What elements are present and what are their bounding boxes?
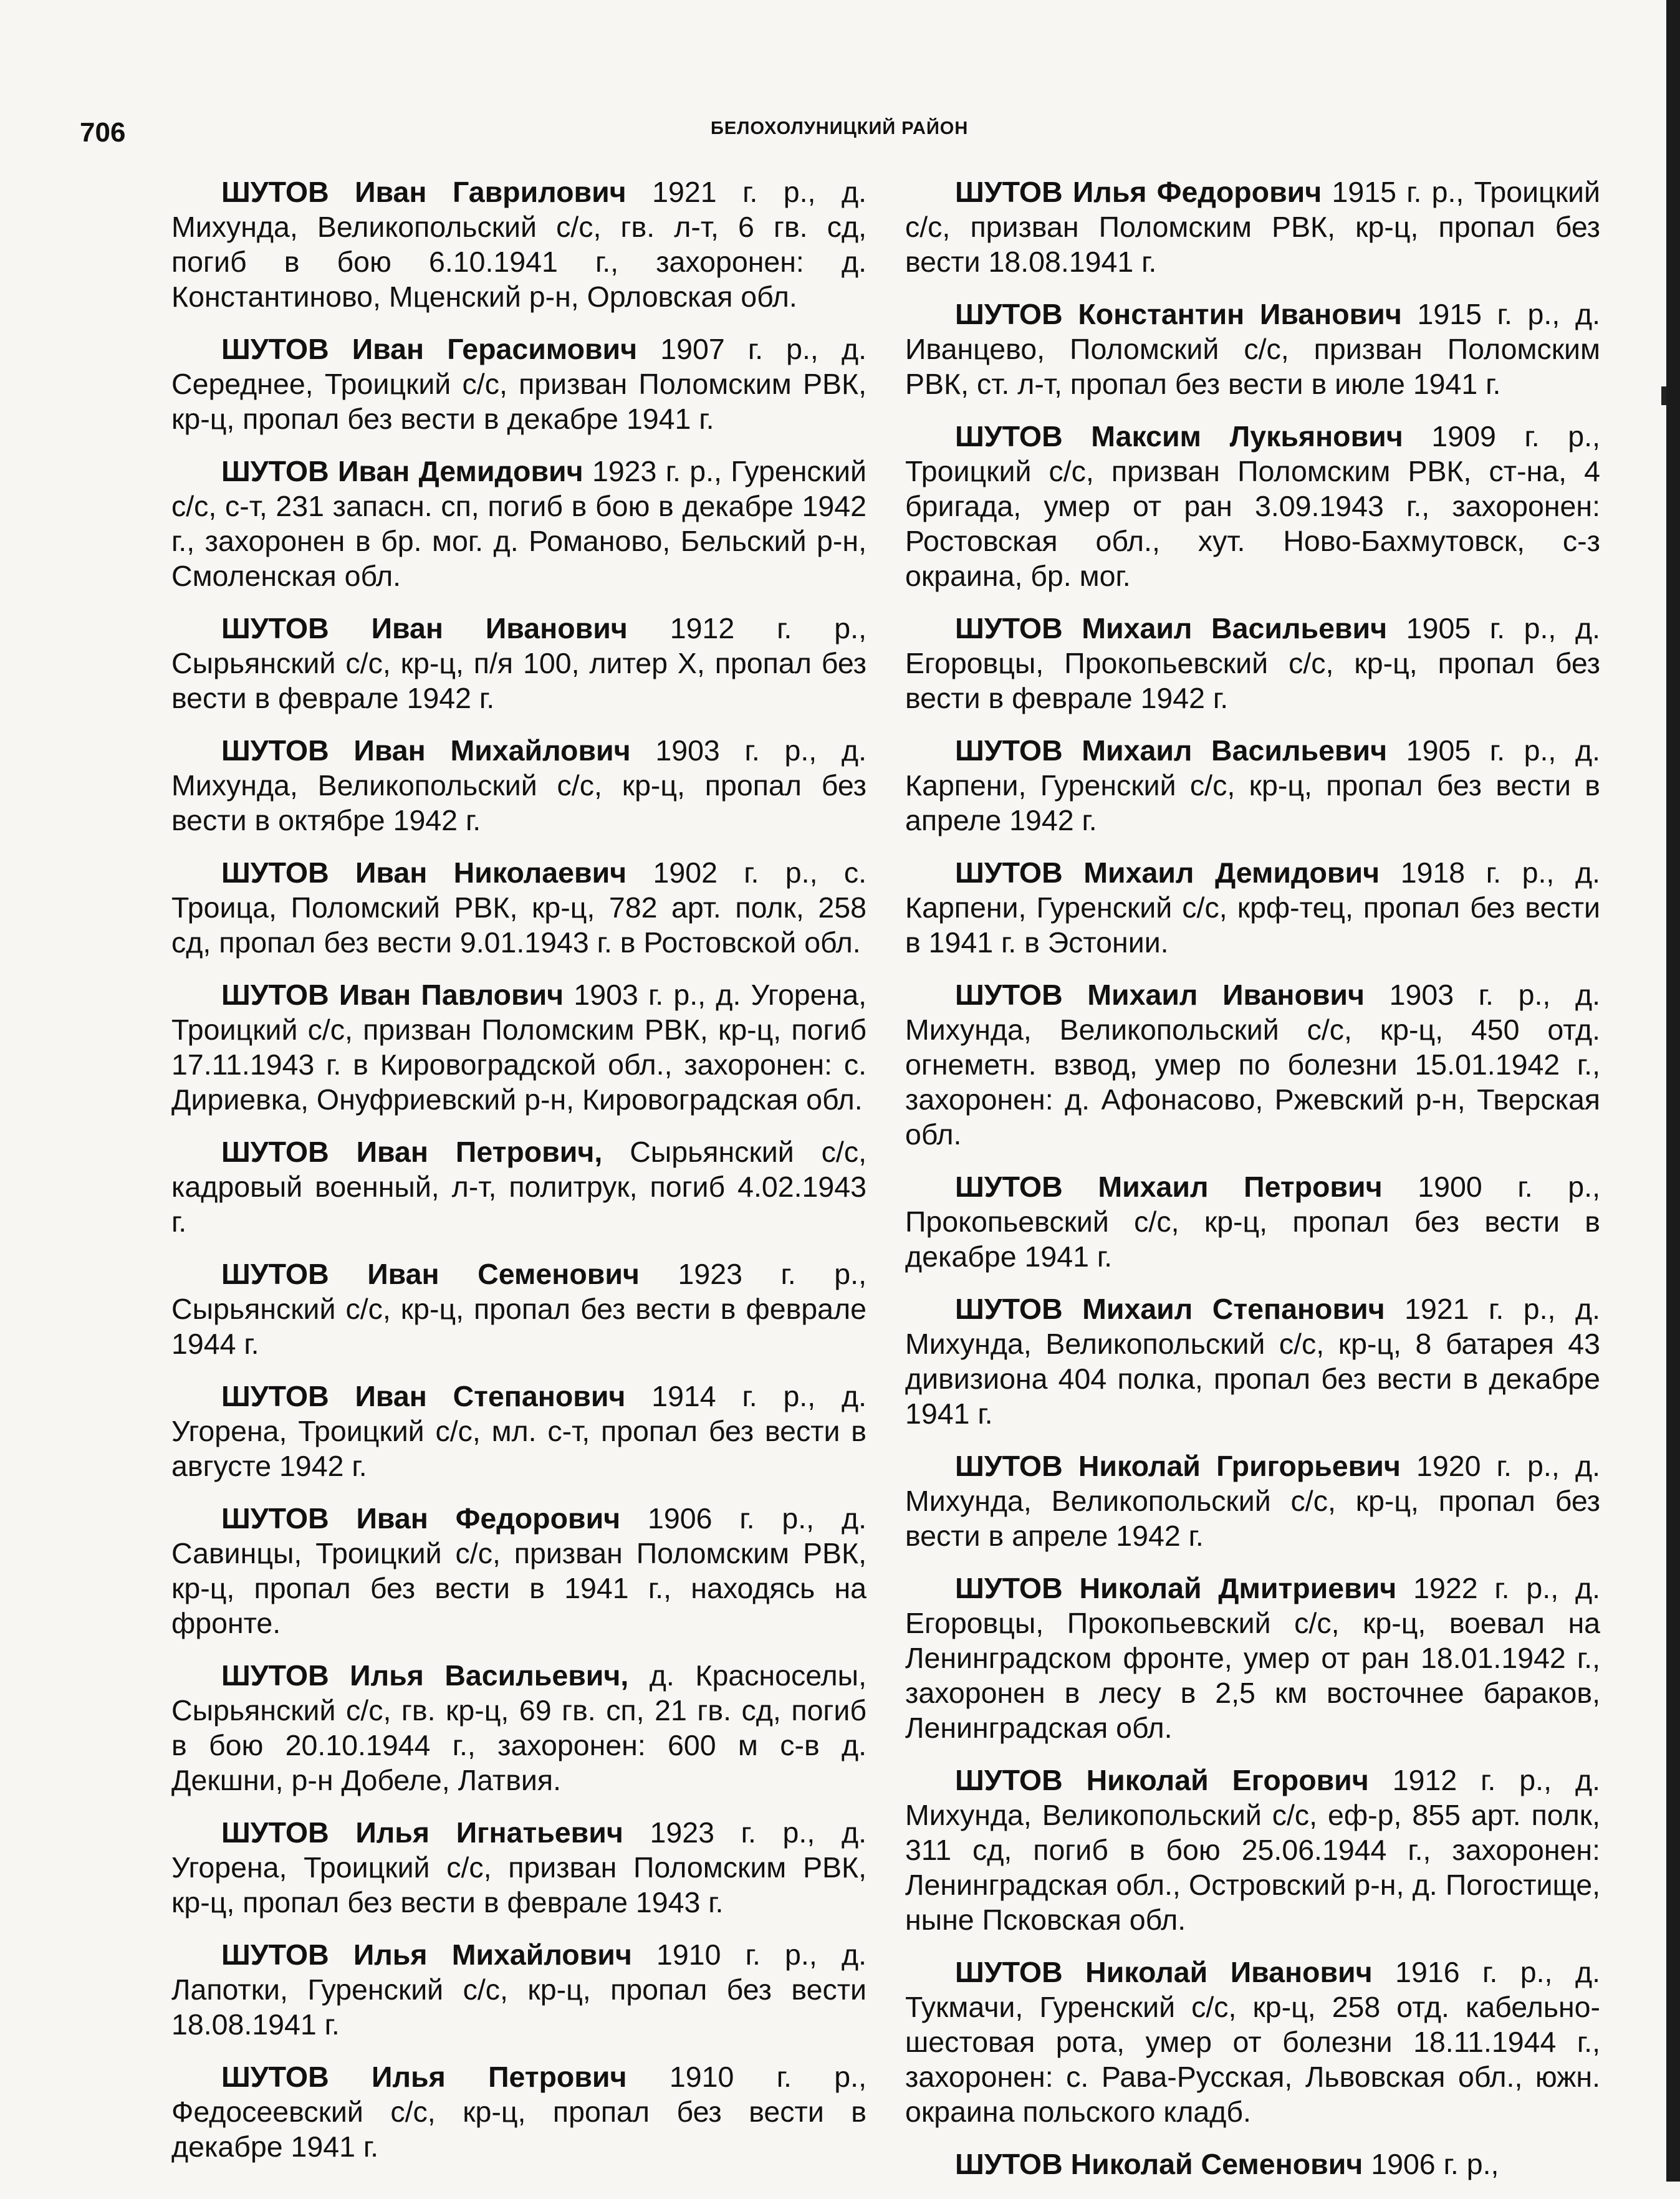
entry-text: 1915 г. р., Троицкий с/с, призван Поломским РВК, кр-ц, пропал без вести 18.08.1941 г. (905, 176, 1600, 278)
entry-text: 1916 г. р., д. Тукмачи, Гуренский с/с, кр-ц, 258 отд. кабельно-шестовая рота, умер от болезни 18.11.1944 г., захоронен: с. Рава-Русская, Львовская обл., южн. окраина польского кладб. (905, 1956, 1601, 2128)
biographical-entry (905, 977, 1600, 1152)
entry-text: 1923 г. р., Сырьянский с/с, кр-ц, пропал без вести в феврале 1944 г. (171, 1258, 866, 1360)
entry-text: 1912 г. р., д. Михунда, Великопольский с/с, еф-р, 855 арт. полк, 311 сд, погиб в бою 25.06.1944 г., захоронен: Ленинградская обл., Островский р-н, д. Погостище, ныне Псковская обл. (905, 1764, 1601, 1936)
biographical-entry (171, 2059, 866, 2164)
biographical-entry (171, 611, 866, 716)
entry-text: 1903 г. р., д. Михунда, Великопольский с/с, кр-ц, 450 отд. огнеметн. взвод, умер по болезни 15.01.1942 г., захоронен: д. Афонасово, Ржевский р-н, Тверская обл. (905, 979, 1601, 1151)
entry-name: ШУТОВ Иван Николаевич (221, 856, 627, 889)
entry-text: 1906 г. р., д. Савинцы, Троицкий с/с, призван Поломским РВК, кр-ц, пропал без вести в 1941 г., находясь на фронте. (171, 1502, 866, 1639)
entry-text: Сырьянский с/с, кадровый военный, л-т, политрук, погиб 4.02.1943 г. (171, 1136, 866, 1238)
entry-name: ШУТОВ Николай Дмитриевич (955, 1572, 1397, 1604)
entry-text: 1912 г. р., Сырьянский с/с, кр-ц, п/я 100, литер X, пропал без вести в феврале 1942 г. (171, 612, 867, 714)
entry-name: ШУТОВ Илья Петрович (221, 2061, 627, 2093)
entry-name: ШУТОВ Михаил Васильевич (955, 612, 1388, 644)
biographical-entry (905, 855, 1600, 960)
entry-name: ШУТОВ Константин Иванович (955, 298, 1402, 330)
biographical-entry (905, 611, 1600, 716)
entry-name: ШУТОВ Илья Васильевич, (221, 1659, 629, 1692)
right-column (905, 175, 1600, 2199)
entry-text: 1903 г. р., д. Угорена, Троицкий с/с, призван Поломским РВК, кр-ц, погиб 17.11.1943 г. в Кировоградской обл., захоронен: с. Дириевка, Онуфриевский р-н, Кировоградская обл. (171, 979, 866, 1116)
page-number: 706 (80, 117, 126, 148)
entry-text: д. Красноселы, Сырьянский с/с, гв. кр-ц, 69 гв. сп, 21 гв. сд, погиб в бою 20.10.1944 г., захоронен: 600 м с-в д. Декшни, р-н Добеле, Латвия. (171, 1659, 866, 1796)
entry-name: ШУТОВ Иван Михайлович (221, 734, 631, 767)
biographical-entry (905, 1169, 1600, 1274)
biographical-entry (171, 332, 866, 436)
entry-text: 1902 г. р., с. Троица, Поломский РВК, кр-ц, 782 арт. полк, 258 сд, пропал без вести 9.01.1943 г. в Ростовской обл. (171, 856, 866, 959)
entry-name: ШУТОВ Михаил Степанович (955, 1293, 1385, 1325)
biographical-entry (905, 297, 1600, 401)
biographical-entry (905, 1571, 1600, 1745)
entry-text: 1918 г. р., д. Карпени, Гуренский с/с, крф-тец, пропал без вести в 1941 г. в Эстонии. (905, 856, 1601, 959)
entry-text: 1923 г. р., д. Угорена, Троицкий с/с, призван Поломским РВК, кр-ц, пропал без вести в феврале 1943 г. (171, 1816, 867, 1919)
biographical-entry (171, 1937, 866, 2042)
entry-text: 1905 г. р., д. Карпени, Гуренский с/с, кр-ц, пропал без вести в апреле 1942 г. (905, 734, 1600, 836)
entry-text: 1915 г. р., д. Иванцево, Поломский с/с, призван Поломским РВК, ст. л-т, пропал без вести в июле 1941 г. (905, 298, 1600, 400)
biographical-entry (171, 733, 866, 838)
biographical-entry (905, 1291, 1600, 1431)
biographical-entry (905, 419, 1600, 593)
entry-text: 1905 г. р., д. Егоровцы, Прокопьевский с/с, кр-ц, пропал без вести в феврале 1942 г. (905, 612, 1600, 714)
entry-text: 1907 г. р., д. Середнее, Троицкий с/с, призван Поломским РВК, кр-ц, пропал без вести в декабре 1941 г. (171, 333, 867, 435)
biographical-entry (171, 855, 866, 960)
entry-name: ШУТОВ Иван Герасимович (221, 333, 638, 365)
entry-text: 1923 г. р., Гуренский с/с, с-т, 231 запасн. сп, погиб в бою в декабре 1942 г., захоронен в бр. мог. д. Романово, Бельский р-н, Смоленская обл. (171, 455, 866, 592)
biographical-entry (905, 1955, 1600, 2129)
entry-text: 1921 г. р., д. Михунда, Великопольский с/с, кр-ц, 8 батарея 43 дивизиона 404 полка, пропал без вести в декабре 1941 г. (905, 1293, 1600, 1430)
entry-name: ШУТОВ Илья Игнатьевич (221, 1816, 623, 1849)
biographical-entry (905, 1449, 1600, 1553)
biographical-entry (905, 2147, 1600, 2182)
entry-name: ШУТОВ Михаил Петрович (955, 1171, 1383, 1203)
entry-name: ШУТОВ Максим Лукьянович (955, 420, 1403, 453)
entry-name: ШУТОВ Иван Павлович (221, 979, 564, 1011)
entry-text: 1920 г. р., д. Михунда, Великопольский с/с, кр-ц, пропал без вести в апреле 1942 г. (905, 1450, 1600, 1552)
entry-name: ШУТОВ Иван Иванович (221, 612, 628, 644)
left-column (171, 175, 866, 2182)
entry-text: 1921 г. р., д. Михунда, Великопольский с/с, гв. л-т, 6 гв. сд, погиб в бою 6.10.1941 г., захоронен: д. Константиново, Мценский р-н, Орловская обл. (171, 176, 867, 313)
entry-text: 1906 г. р., (1363, 2148, 1499, 2180)
entry-text: 1922 г. р., д. Егоровцы, Прокопьевский с/с, кр-ц, воевал на Ленинградском фронте, умер от ран 18.01.1942 г., захоронен в лесу в 2,5 км восточнее бараков, Ленинградская обл. (905, 1572, 1601, 1744)
biographical-entry (171, 977, 866, 1117)
biographical-entry (171, 1501, 866, 1641)
entry-text: 1910 г. р., д. Лапотки, Гуренский с/с, кр-ц, пропал без вести 18.08.1941 г. (171, 1938, 867, 2041)
biographical-entry (171, 1257, 866, 1361)
biographical-entry (171, 1134, 866, 1239)
biographical-entry (171, 1658, 866, 1798)
biographical-entry (905, 733, 1600, 838)
biographical-entry (171, 454, 866, 593)
running-head: БЕЛОХОЛУНИЦКИЙ РАЙОН (711, 118, 969, 138)
entry-name: ШУТОВ Николай Григорьевич (955, 1450, 1401, 1482)
entry-name: ШУТОВ Иван Гаврилович (221, 176, 626, 208)
entry-name: ШУТОВ Николай Семенович (955, 2148, 1363, 2180)
entry-text: 1903 г. р., д. Михунда, Великопольский с/с, кр-ц, пропал без вести в октябре 1942 г. (171, 734, 866, 836)
biographical-entry (171, 175, 866, 314)
entry-name: ШУТОВ Илья Федорович (955, 176, 1322, 208)
entry-name: ШУТОВ Николай Егорович (955, 1764, 1369, 1796)
biographical-entry (171, 1815, 866, 1920)
entry-name: ШУТОВ Иван Семенович (221, 1258, 640, 1290)
entry-text: 1914 г. р., д. Угорена, Троицкий с/с, мл. с-т, пропал без вести в августе 1942 г. (171, 1380, 866, 1482)
entry-name: ШУТОВ Николай Иванович (955, 1956, 1373, 1988)
entry-name: ШУТОВ Иван Степанович (221, 1380, 626, 1412)
entry-name: ШУТОВ Илья Михайлович (221, 1938, 632, 1971)
entry-name: ШУТОВ Иван Петрович, (221, 1136, 603, 1168)
entry-name: ШУТОВ Михаил Васильевич (955, 734, 1388, 767)
entry-name: ШУТОВ Иван Федорович (221, 1502, 621, 1535)
biographical-entry (171, 1379, 866, 1483)
entry-text: 1909 г. р., Троицкий с/с, призван Поломским РВК, ст-на, 4 бригада, умер от ран 3.09.1943 г., захоронен: Ростовская обл., хут. Ново-Бахмутовск, с-з окраина, бр. мог. (905, 420, 1600, 592)
entry-name: ШУТОВ Михаил Иванович (955, 979, 1365, 1011)
biographical-entry (905, 1763, 1600, 1937)
entry-text: 1910 г. р., Федосеевский с/с, кр-ц, пропал без вести в декабре 1941 г. (171, 2061, 866, 2163)
entry-name: ШУТОВ Михаил Демидович (955, 856, 1380, 889)
biographical-entry (905, 175, 1600, 279)
scan-edge-shadow (1666, 0, 1680, 2182)
entry-text: 1900 г. р., Прокопьевский с/с, кр-ц, пропал без вести в декабре 1941 г. (905, 1171, 1601, 1273)
entry-name: ШУТОВ Иван Демидович (221, 455, 583, 487)
